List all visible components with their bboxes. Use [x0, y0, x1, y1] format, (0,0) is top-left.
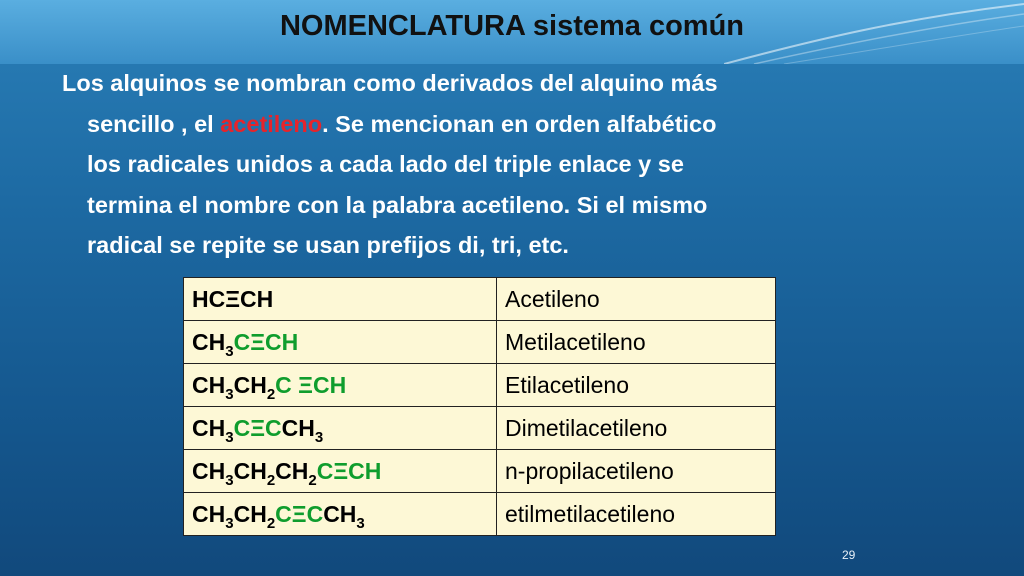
formula-cell — [184, 364, 497, 407]
paragraph-line-2-start: sencillo , el — [87, 110, 221, 137]
formula-subscript: 3 — [314, 428, 324, 446]
formula-segment: CH — [192, 500, 226, 527]
formula-subscript: 3 — [225, 514, 234, 532]
formula-segment: CΞCH — [233, 328, 299, 355]
formula-segment: CΞC — [275, 500, 324, 527]
table-row — [184, 278, 776, 321]
paragraph-line-1: Los alquinos se nombran como derivados del alquino más — [62, 70, 718, 96]
formula-subscript: 3 — [225, 428, 234, 446]
formula-segment: CH — [192, 371, 226, 398]
table-row — [184, 407, 776, 450]
table-row — [184, 364, 776, 407]
formula-subscript: 3 — [225, 471, 234, 489]
compound-name-cell: Metilacetileno — [497, 321, 776, 364]
formula-segment: CΞCH — [316, 457, 382, 484]
slide-title: NOMENCLATURA sistema común — [279, 10, 745, 42]
table-row — [184, 493, 776, 536]
formula-subscript: 3 — [225, 385, 234, 403]
compound-name-cell: Etilacetileno — [497, 364, 776, 407]
compound-name-cell: n-propilacetileno — [497, 450, 776, 493]
formula-subscript: 2 — [266, 471, 276, 489]
paragraph-line-5: radical se repite se usan prefijos di, tri, etc. — [87, 232, 569, 258]
formula-segment: CH — [323, 500, 357, 527]
acetileno-highlight: acetileno — [220, 110, 323, 137]
compound-name-cell: Acetileno — [497, 278, 776, 321]
formula-segment: CH — [192, 328, 226, 355]
formula-segment: C ΞCH — [275, 371, 347, 398]
formula-segment: CH — [281, 414, 315, 441]
page-number: 29 — [842, 548, 856, 562]
formula-segment: CΞC — [233, 414, 282, 441]
formula-cell — [184, 450, 497, 493]
formula-segment: CH — [275, 457, 309, 484]
formula-segment: CH — [233, 457, 267, 484]
formula-segment: CH — [192, 414, 226, 441]
nomenclature-table — [183, 277, 776, 536]
formula-cell — [184, 493, 497, 536]
formula-cell — [184, 407, 497, 450]
formula-segment: HCΞCH — [192, 285, 274, 312]
formula-subscript: 2 — [266, 385, 276, 403]
formula-cell — [184, 321, 497, 364]
table-row — [184, 450, 776, 493]
paragraph-line-2 — [62, 104, 922, 145]
table-row — [184, 321, 776, 364]
formula-segment: CH — [233, 500, 267, 527]
formula-cell — [184, 278, 497, 321]
paragraph-line-2-end: . Se mencionan en orden alfabético — [322, 110, 717, 137]
paragraph-line-4: termina el nombre con la palabra acetileno. Si el mismo — [87, 191, 708, 218]
formula-segment: CH — [192, 457, 226, 484]
intro-paragraph — [62, 63, 922, 266]
compound-name-cell: etilmetilacetileno — [497, 493, 776, 536]
formula-subscript: 2 — [308, 471, 317, 489]
paragraph-line-3: los radicales unidos a cada lado del triple enlace y se — [87, 151, 684, 177]
formula-subscript: 3 — [225, 342, 234, 360]
formula-subscript: 3 — [356, 514, 365, 532]
formula-segment: CH — [233, 371, 267, 398]
compound-name-cell: Dimetilacetileno — [497, 407, 776, 450]
formula-subscript: 2 — [266, 514, 276, 532]
